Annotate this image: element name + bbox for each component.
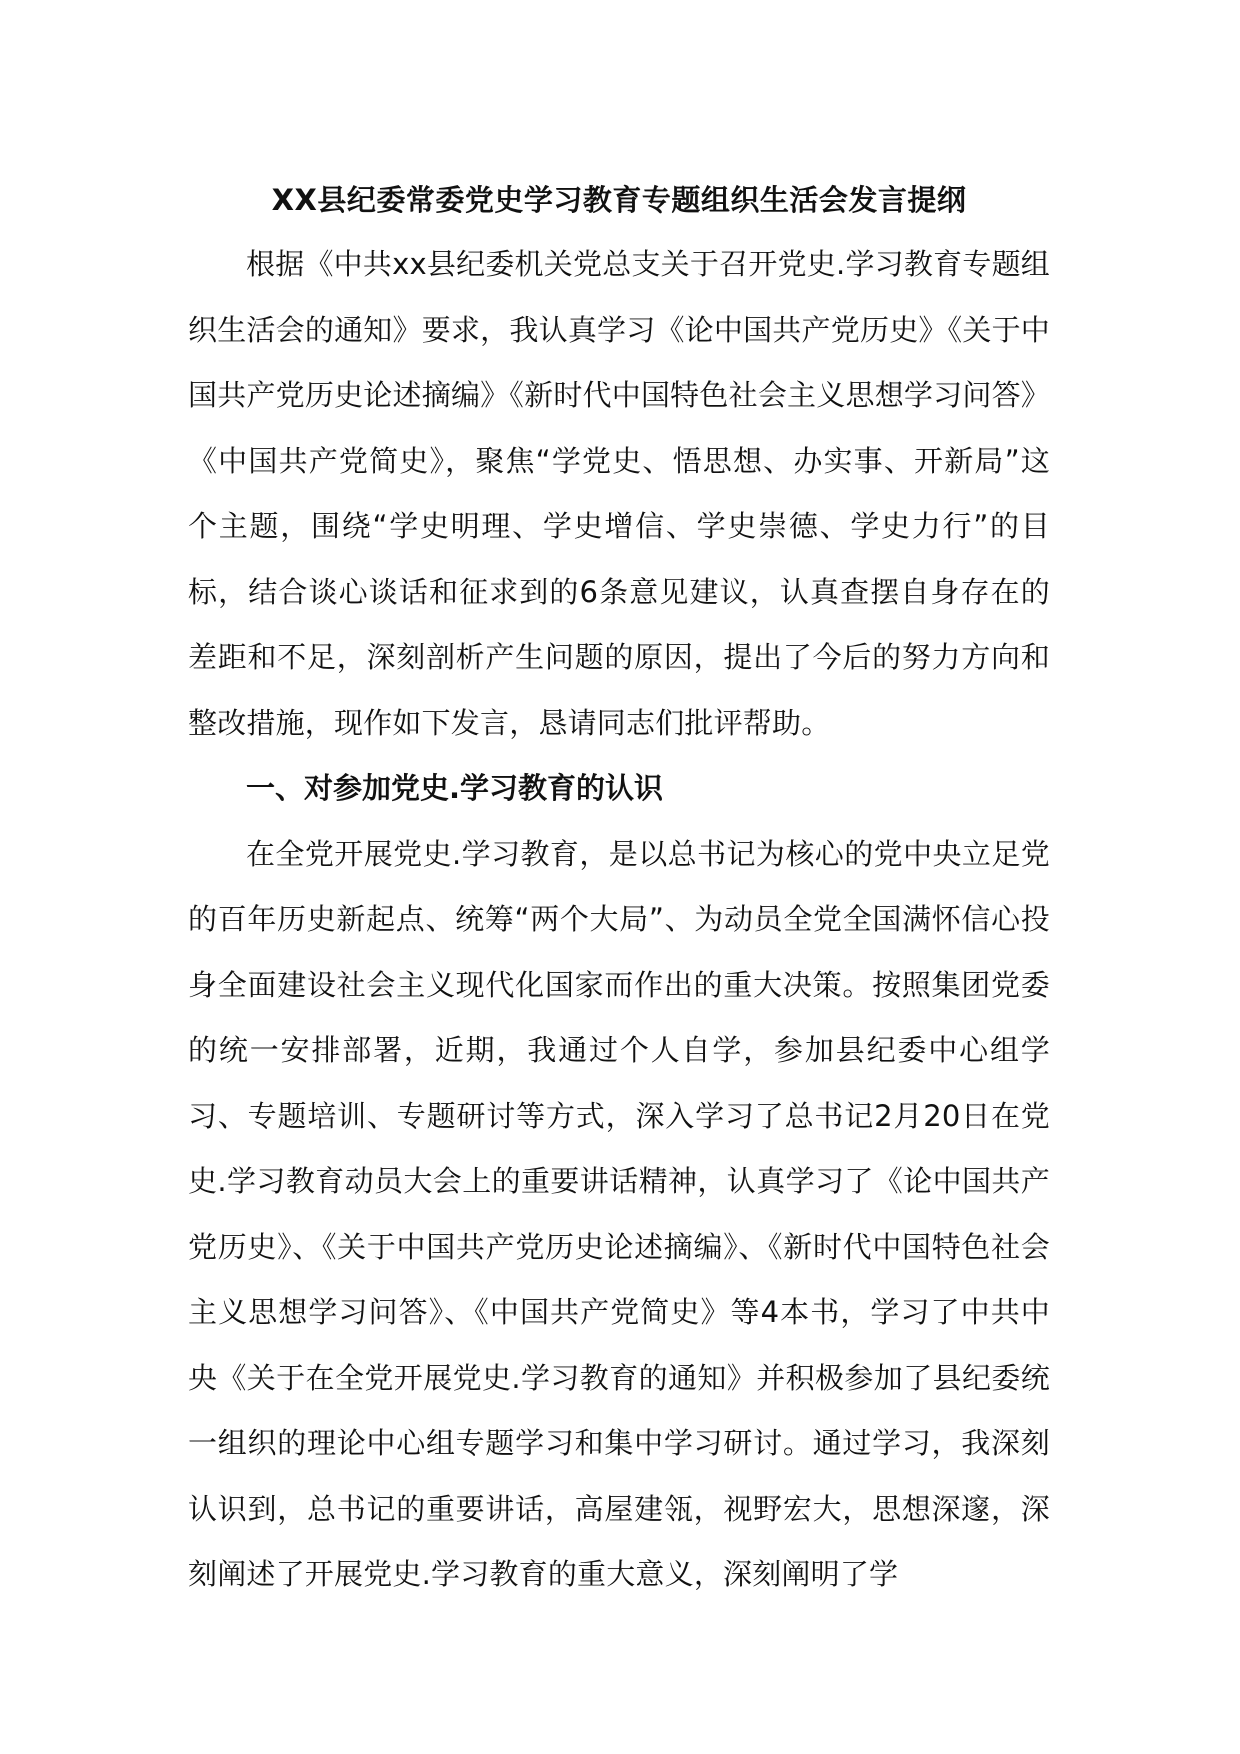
document-title: XX县纪委常委党史学习教育专题组织生活会发言提纲 xyxy=(271,183,967,217)
document-body xyxy=(188,168,1050,1608)
section-paragraph: 在全党开展党史.学习教育，是以总书记为核心的党中央立足党的百年历史新起点、统筹“两个大局”、为动员全党全国满怀信心投身全面建设社会主义现代化国家而作出的重大决策。按照集团党委的统一安排部署，近期，我通过个人自学，参加县纪委中心组学习、专题培训、专题研讨等方式，深入学习了总书记2月20日在党史.学习教育动员大会上的重要讲话精神，认真学习了《论中国共产党历史》、《关于中国共产党历史论述摘编》、《新时代中国特色社会主义思想学习问答》、《中国共产党简史》等4本书，学习了中共中央《关于在全党开展党史.学习教育的通知》并积极参加了县纪委统一组织的理论中心组专题学习和集中学习研讨。通过学习，我深刻认识到，总书记的重要讲话，高屋建瓴，视野宏大，思想深邃，深刻阐述了开展党史.学习教育的重大意义，深刻阐明了学 xyxy=(188,836,1050,1591)
intro-paragraph: 根据《中共xx县纪委机关党总支关于召开党史.学习教育专题组织生活会的通知》要求，我认真学习《论中国共产党历史》《关于中国共产党历史论述摘编》《新时代中国特色社会主义思想学习问答》《中国共产党简史》，聚焦“学党史、悟思想、办实事、开新局”这个主题，围绕“学史明理、学史增信、学史崇德、学史力行”的目标，结合谈心谈话和征求到的6条意见建议，认真查摆自身存在的差距和不足，深刻剖析产生问题的原因，提出了今后的努力方向和整改措施，现作如下发言，恳请同志们批评帮助。 xyxy=(188,247,1050,740)
section-heading: 一、对参加党史.学习教育的认识 xyxy=(246,771,664,805)
